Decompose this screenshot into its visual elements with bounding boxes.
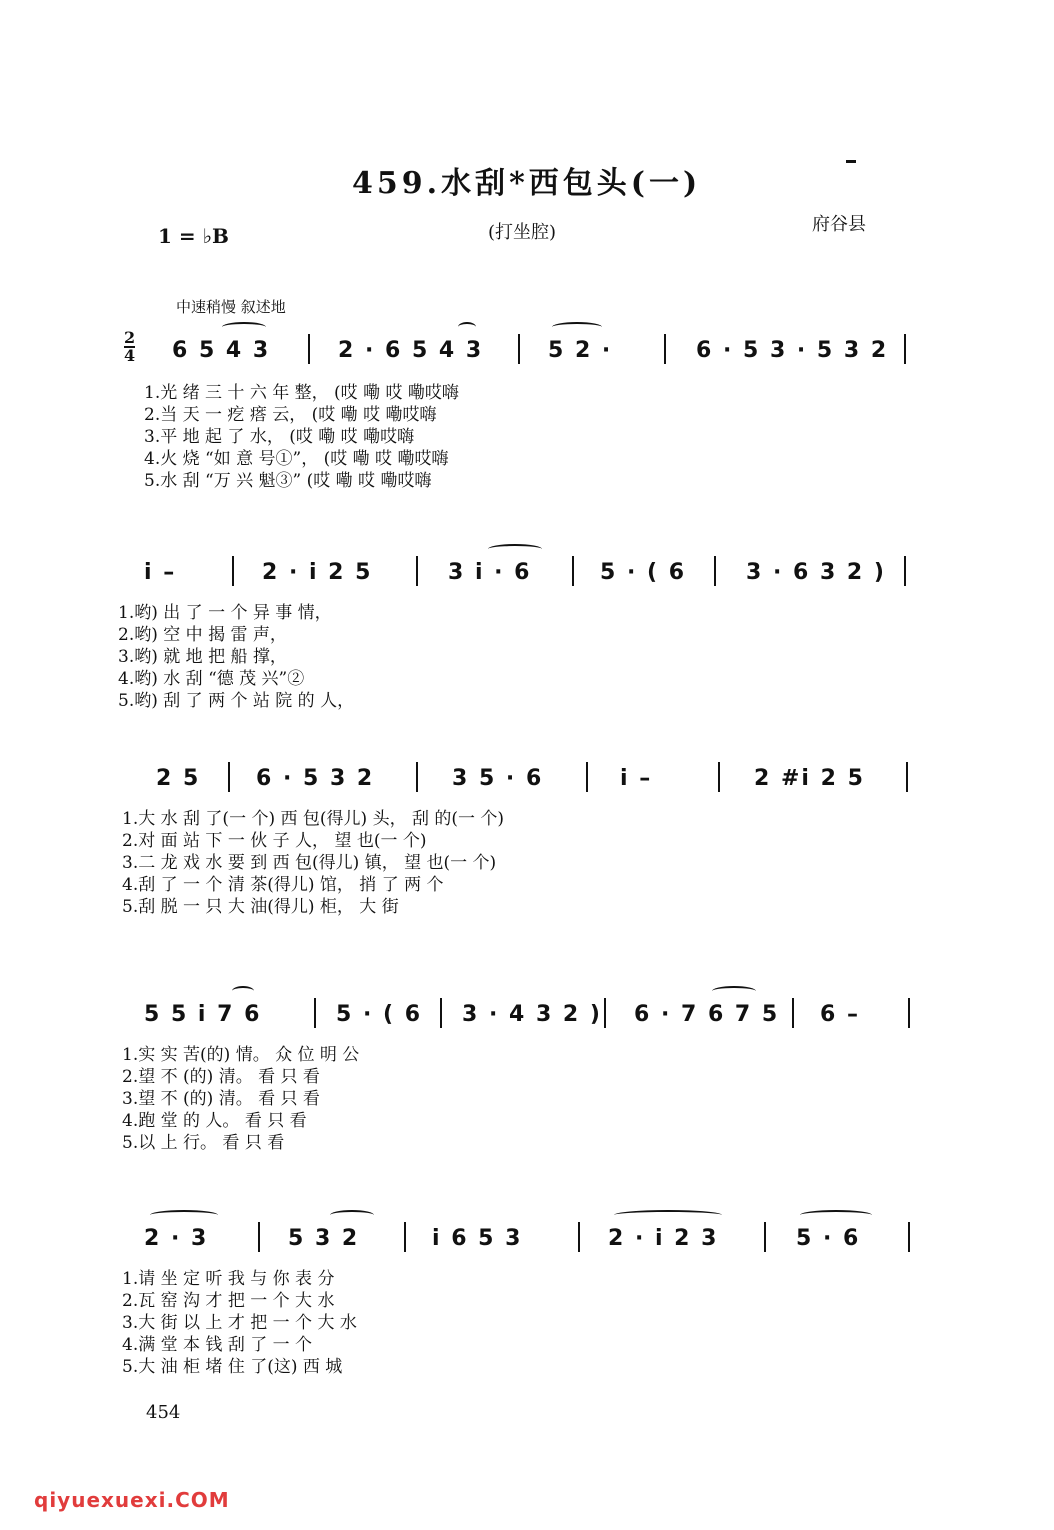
- lyric-line: 3.哟) 就 地 把 船 撑，: [118, 647, 287, 667]
- lyric-line: 1.大 水 刮 了(一 个) 西 包(得儿) 头， 刮 的(一 个): [122, 809, 505, 829]
- lyric-line: 4.满 堂 本 钱 刮 了 一 个: [122, 1335, 313, 1355]
- barline: [572, 556, 574, 586]
- measure: i 6 5 3: [432, 1226, 523, 1251]
- measure: 2 · 6 5 4 3: [338, 338, 484, 363]
- barline: [314, 998, 316, 1028]
- barline: [906, 762, 908, 792]
- barline: [518, 334, 520, 364]
- tempo-marking: 中速稍慢 叙述地: [176, 298, 286, 316]
- measure: 2 #i 2 5: [754, 766, 865, 791]
- lyric-line: 1.哟) 出 了 一 个 异 事 情，: [118, 603, 332, 623]
- barline: [440, 998, 442, 1028]
- barline: [764, 1222, 766, 1252]
- watermark-logo: qiyuexuexi.COM: [34, 1488, 230, 1512]
- lyric-line: 5.刮 脱 一 只 大 油(得儿) 柜， 大 街: [122, 897, 399, 917]
- measure: 6 –: [820, 1002, 860, 1027]
- measure: 5 · ( 6: [336, 1002, 423, 1027]
- barline: [228, 762, 230, 792]
- measure: 2 · i 2 5: [262, 560, 373, 585]
- measure: 5 3 2: [288, 1226, 360, 1251]
- tie: [488, 544, 542, 554]
- lyric-line: 1.请 坐 定 听 我 与 你 表 分: [122, 1269, 335, 1289]
- barline: [904, 556, 906, 586]
- measure: 6 · 7 6 7 5: [634, 1002, 780, 1027]
- dash-mark: [846, 160, 856, 163]
- measure: 5 · 6: [796, 1226, 861, 1251]
- barline: [232, 556, 234, 586]
- lyric-line: 2.对 面 站 下 一 伙 子 人， 望 也(一 个): [122, 831, 427, 851]
- tie: [552, 322, 602, 332]
- measure: i –: [144, 560, 177, 585]
- lyric-line: 2.望 不 (的) 清。 看 只 看: [122, 1067, 320, 1087]
- barline: [908, 998, 910, 1028]
- measure: 3 5 · 6: [452, 766, 544, 791]
- lyric-line: 2.哟) 空 中 揭 雷 声，: [118, 625, 287, 645]
- measure: i –: [620, 766, 653, 791]
- time-signature-bottom: 4: [124, 346, 136, 365]
- lyric-line: 2.瓦 窑 沟 才 把 一 个 大 水: [122, 1291, 335, 1311]
- measure: 6 · 5 3 · 5 3 2: [696, 338, 889, 363]
- lyric-line: 5.以 上 行。 看 只 看: [122, 1133, 285, 1153]
- region-label: 府谷县: [812, 214, 866, 235]
- barline: [904, 334, 906, 364]
- key-signature: 1 = ♭B: [158, 224, 229, 248]
- measure: 2 · i 2 3: [608, 1226, 719, 1251]
- tie: [222, 322, 266, 332]
- barline: [792, 998, 794, 1028]
- barline: [308, 334, 310, 364]
- tie: [458, 322, 476, 332]
- lyric-line: 1.实 实 苦(的) 情。 众 位 明 公: [122, 1045, 360, 1065]
- tie: [330, 1210, 374, 1220]
- tie: [614, 1210, 722, 1220]
- lyric-line: 1.光 绪 三 十 六 年 整， (哎 嘞 哎 嘞哎嗨: [144, 383, 459, 403]
- measure: 5 5 i 7 6: [144, 1002, 262, 1027]
- barline: [718, 762, 720, 792]
- tie: [712, 986, 756, 996]
- measure: 2 5: [156, 766, 201, 791]
- barline: [404, 1222, 406, 1252]
- barline: [664, 334, 666, 364]
- measure: 6 · 5 3 2: [256, 766, 375, 791]
- tie: [232, 986, 254, 996]
- lyric-line: 5.哟) 刮 了 两 个 站 院 的 人，: [118, 691, 355, 711]
- barline: [416, 762, 418, 792]
- lyric-line: 4.刮 了 一 个 清 茶(得儿) 馆， 捎 了 两 个: [122, 875, 444, 895]
- measure: 5 · ( 6: [600, 560, 687, 585]
- lyric-line: 2.当 天 一 疙 瘩 云， (哎 嘞 哎 嘞哎嗨: [144, 405, 437, 425]
- time-signature: [124, 330, 135, 364]
- lyric-line: 5.大 油 柜 堵 住 了(这) 西 城: [122, 1357, 343, 1377]
- page-number: 454: [146, 1402, 181, 1423]
- measure: 3 · 6 3 2 ): [746, 560, 886, 585]
- measure: 6 5 4 3: [172, 338, 271, 363]
- page-title: 459.水刮*西包头(一): [352, 166, 702, 201]
- barline: [416, 556, 418, 586]
- subtitle: (打坐腔): [488, 222, 557, 243]
- tie: [800, 1210, 872, 1220]
- barline: [714, 556, 716, 586]
- barline: [258, 1222, 260, 1252]
- lyric-line: 3.大 街 以 上 才 把 一 个 大 水: [122, 1313, 357, 1333]
- measure: 2 · 3: [144, 1226, 209, 1251]
- barline: [586, 762, 588, 792]
- lyric-line: 3.望 不 (的) 清。 看 只 看: [122, 1089, 320, 1109]
- measure: 3 i · 6: [448, 560, 532, 585]
- barline: [578, 1222, 580, 1252]
- lyric-line: 4.哟) 水 刮 “德 茂 兴”②: [118, 669, 305, 689]
- lyric-line: 3.平 地 起 了 水， (哎 嘞 哎 嘞哎嗨: [144, 427, 415, 447]
- time-signature-top: 2: [124, 328, 136, 347]
- barline: [908, 1222, 910, 1252]
- tie: [150, 1210, 218, 1220]
- lyric-line: 5.水 刮 “万 兴 魁③” (哎 嘞 哎 嘞哎嗨: [144, 471, 432, 491]
- lyric-line: 3.二 龙 戏 水 要 到 西 包(得儿) 镇， 望 也(一 个): [122, 853, 497, 873]
- measure: 5 2 ·: [548, 338, 613, 363]
- lyric-line: 4.跑 堂 的 人。 看 只 看: [122, 1111, 307, 1131]
- lyric-line: 4.火 烧 “如 意 号①”， (哎 嘞 哎 嘞哎嗨: [144, 449, 449, 469]
- barline: [604, 998, 606, 1028]
- measure: 3 · 4 3 2 ): [462, 1002, 602, 1027]
